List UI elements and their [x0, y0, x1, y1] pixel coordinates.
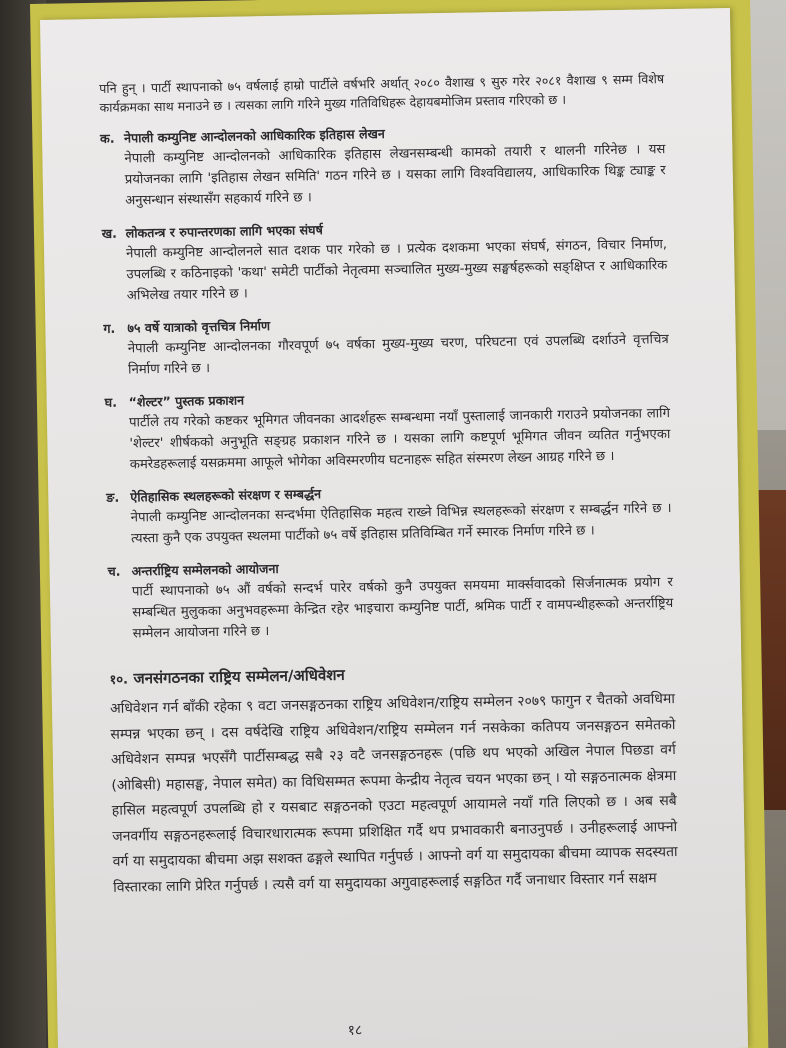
section-letter: च. — [107, 563, 121, 579]
document-page — [40, 8, 748, 1048]
section-letter: घ. — [104, 394, 118, 410]
section-title: “शेल्टर” पुस्तक प्रकाशन — [128, 392, 245, 410]
section-title: अन्तर्राष्ट्रिय सम्मेलनको आयोजना — [131, 560, 279, 579]
section-10 — [109, 657, 678, 901]
section-nga — [106, 478, 672, 550]
section-cha — [107, 552, 673, 645]
section-10-body: अधिवेशन गर्न बाँकी रहेका ९ वटा जनसङ्गठनका राष्ट्रिय अधिवेशन/राष्ट्रिय सम्मेलन २०७९ फागुन र चैतको अवधिमा सम्पन्न भएका छन् । दस वर्षदेखि राष्ट्रिय अधिवेशन/राष्ट्रिय सम्मेलन गर्न नसकेका कतिपय जनसङ्गठन समेतको अधिवेशन सम्पन्न भएसँगै पार्टीसम्बद्ध सबै २३ वटै जनसङ्गठनहरू (पछि थप भएको अखिल नेपाल पिछडा वर्ग (ओबिसी) महासङ्घ, नेपाल समेत) का विधिसम्मत रूपमा केन्द्रीय नेतृत्व चयन भएका छन् । यो सङ्गठनात्मक क्षेत्रमा हासिल महत्वपूर्ण उपलब्धि हो र यसबाट सङ्गठनको एउटा महत्वपूर्ण आयामले नयाँ गति लिएको छ । अब सबै जनवर्गीय सङ्गठनहरूलाई विचारधारात्मक रूपमा प्रशिक्षित गर्दै थप प्रभावकारी बनाउनुपर्छ । उनीहरूलाई आफ्नो वर्ग या समुदायका बीचमा अझ सशक्त ढङ्गले स्थापित गर्नुपर्छ । आफ्नो वर्ग या समुदायका बीचमा व्यापक सदस्यता विस्तारका लागि प्रेरित गर्नुपर्छ । त्यसै वर्ग या समुदायका अगुवाहरूलाई सङ्गठित गर्दै जनाधार विस्तार गर्न सक्षम — [109, 691, 678, 896]
section-gha — [105, 383, 671, 476]
section-title: लोकतन्त्र र रुपान्तरणका लागि भएका संघर्ष — [125, 222, 323, 241]
section-letter: ख. — [101, 225, 117, 241]
section-letter: क. — [99, 130, 115, 146]
section-ga — [103, 309, 669, 381]
section-body: नेपाली कम्युनिष्ट आन्दोलनका गौरवपूर्ण ७५ वर्षका मुख्य-मुख्य चरण, परिघटना एवं उपलब्धि दर्शाउने वृत्तचित्र निर्माण गरिने छ । — [127, 332, 669, 378]
intro-paragraph: पनि हुन् । पार्टी स्थापनाको ७५ वर्षलाई हाम्रो पार्टीले वर्षभरि अर्थात् २०८० वैशाख ९ सुरु गरेर २०८१ वैशाख ९ सम्म विशेष कार्यक्रमका साथ मनाउने छ । त्यसका लागि गरिने मुख्य गतिविधिहरू देहायबमोजिम प्रस्ताव गरिएको छ । — [99, 71, 665, 115]
section-body: पार्टीले तय गरेको कष्टकर भूमिगत जीवनका आदर्शहरू सम्बन्धमा नयाँ पुस्तालाई जानकारी गराउने प्रयोजनका लागि 'शेल्टर' शीर्षकको अनुभूति सङ्ग्रह प्रकाशन गरिने छ । यसका लागि कष्टपूर्ण भूमिगत जीवन व्यतित गर्नुभएका कमरेडहरूलाई यसक्रममा आफूले भोगेका अविस्मरणीय घटनाहरू सहित संस्मरण लेख्न आग्रह गरिने छ । — [128, 406, 671, 473]
page-content — [99, 69, 678, 901]
section-body: नेपाली कम्युनिष्ट आन्दोलनको आधिकारिक इतिहास लेखनसम्बन्धी कामको तयारी र थालनी गरिनेछ । यस प्रयोजनका लागि 'इतिहास लेखन समिति' गठन गरिने छ । यसका लागि विश्वविद्यालय, आधिकारिक थिङ्क ट्याङ्क र अनुसन्धान संस्थासँग सहकार्य गरिने छ । — [124, 142, 666, 209]
section-body: नेपाली कम्युनिष्ट आन्दोलनले सात दशक पार गरेको छ । प्रत्येक दशकमा भएका संघर्ष, संगठन, विचार निर्माण, उपलब्धि र कठिनाइको 'कथा' समेटी पार्टीको नेतृत्वमा सञ्चालित मुख्य-मुख्य सङ्घर्षहरूको सङ्क्षिप्त र आधिकारिक अभिलेख तयार गरिने छ । — [125, 237, 668, 304]
section-letter: ग. — [103, 320, 116, 336]
section-10-number: १०. — [109, 672, 129, 688]
section-title: ७५ वर्षे यात्राको वृत्तचित्र निर्माण — [127, 318, 271, 336]
section-kha — [102, 214, 668, 307]
section-ka — [100, 119, 666, 212]
section-letter: ङ. — [106, 489, 120, 505]
section-body: पार्टी स्थापनाको ७५ औं वर्षको सन्दर्भ पारेर वर्षको कुनै उपयुक्त समयमा मार्क्सवादको सिर्जनात्मक प्रयोग र सम्बन्धित मुलुकका अनुभवहरूमा केन्द्रित रहेर भाइचारा कम्युनिष्ट पार्टी, श्रमिक पार्टी र वामपन्थीहरूको अन्तर्राष्ट्रिय सम्मेलन आयोजना गरिने छ । — [131, 575, 674, 642]
section-title: नेपाली कम्युनिष्ट आन्दोलनको आधिकारिक इतिहास लेखन — [123, 126, 385, 146]
section-body: नेपाली कम्युनिष्ट आन्दोलनका सन्दर्भमा ऐतिहासिक महत्व राख्ने विभिन्न स्थलहरूको संरक्षण र सम्बर्द्धन गरिने छ । त्यस्ता कुनै एक उपयुक्त स्थलमा पार्टीको ७५ वर्षे इतिहास प्रतिविम्बित गर्ने स्मारक निर्माण गरिने छ । — [130, 501, 672, 547]
section-10-title: जनसंगठनका राष्ट्रिय सम्मेलन/अधिवेशन — [133, 665, 345, 688]
page-number: १८ — [347, 1022, 363, 1039]
section-title: ऐतिहासिक स्थलहरूको संरक्षण र सम्बर्द्धन — [130, 486, 322, 505]
